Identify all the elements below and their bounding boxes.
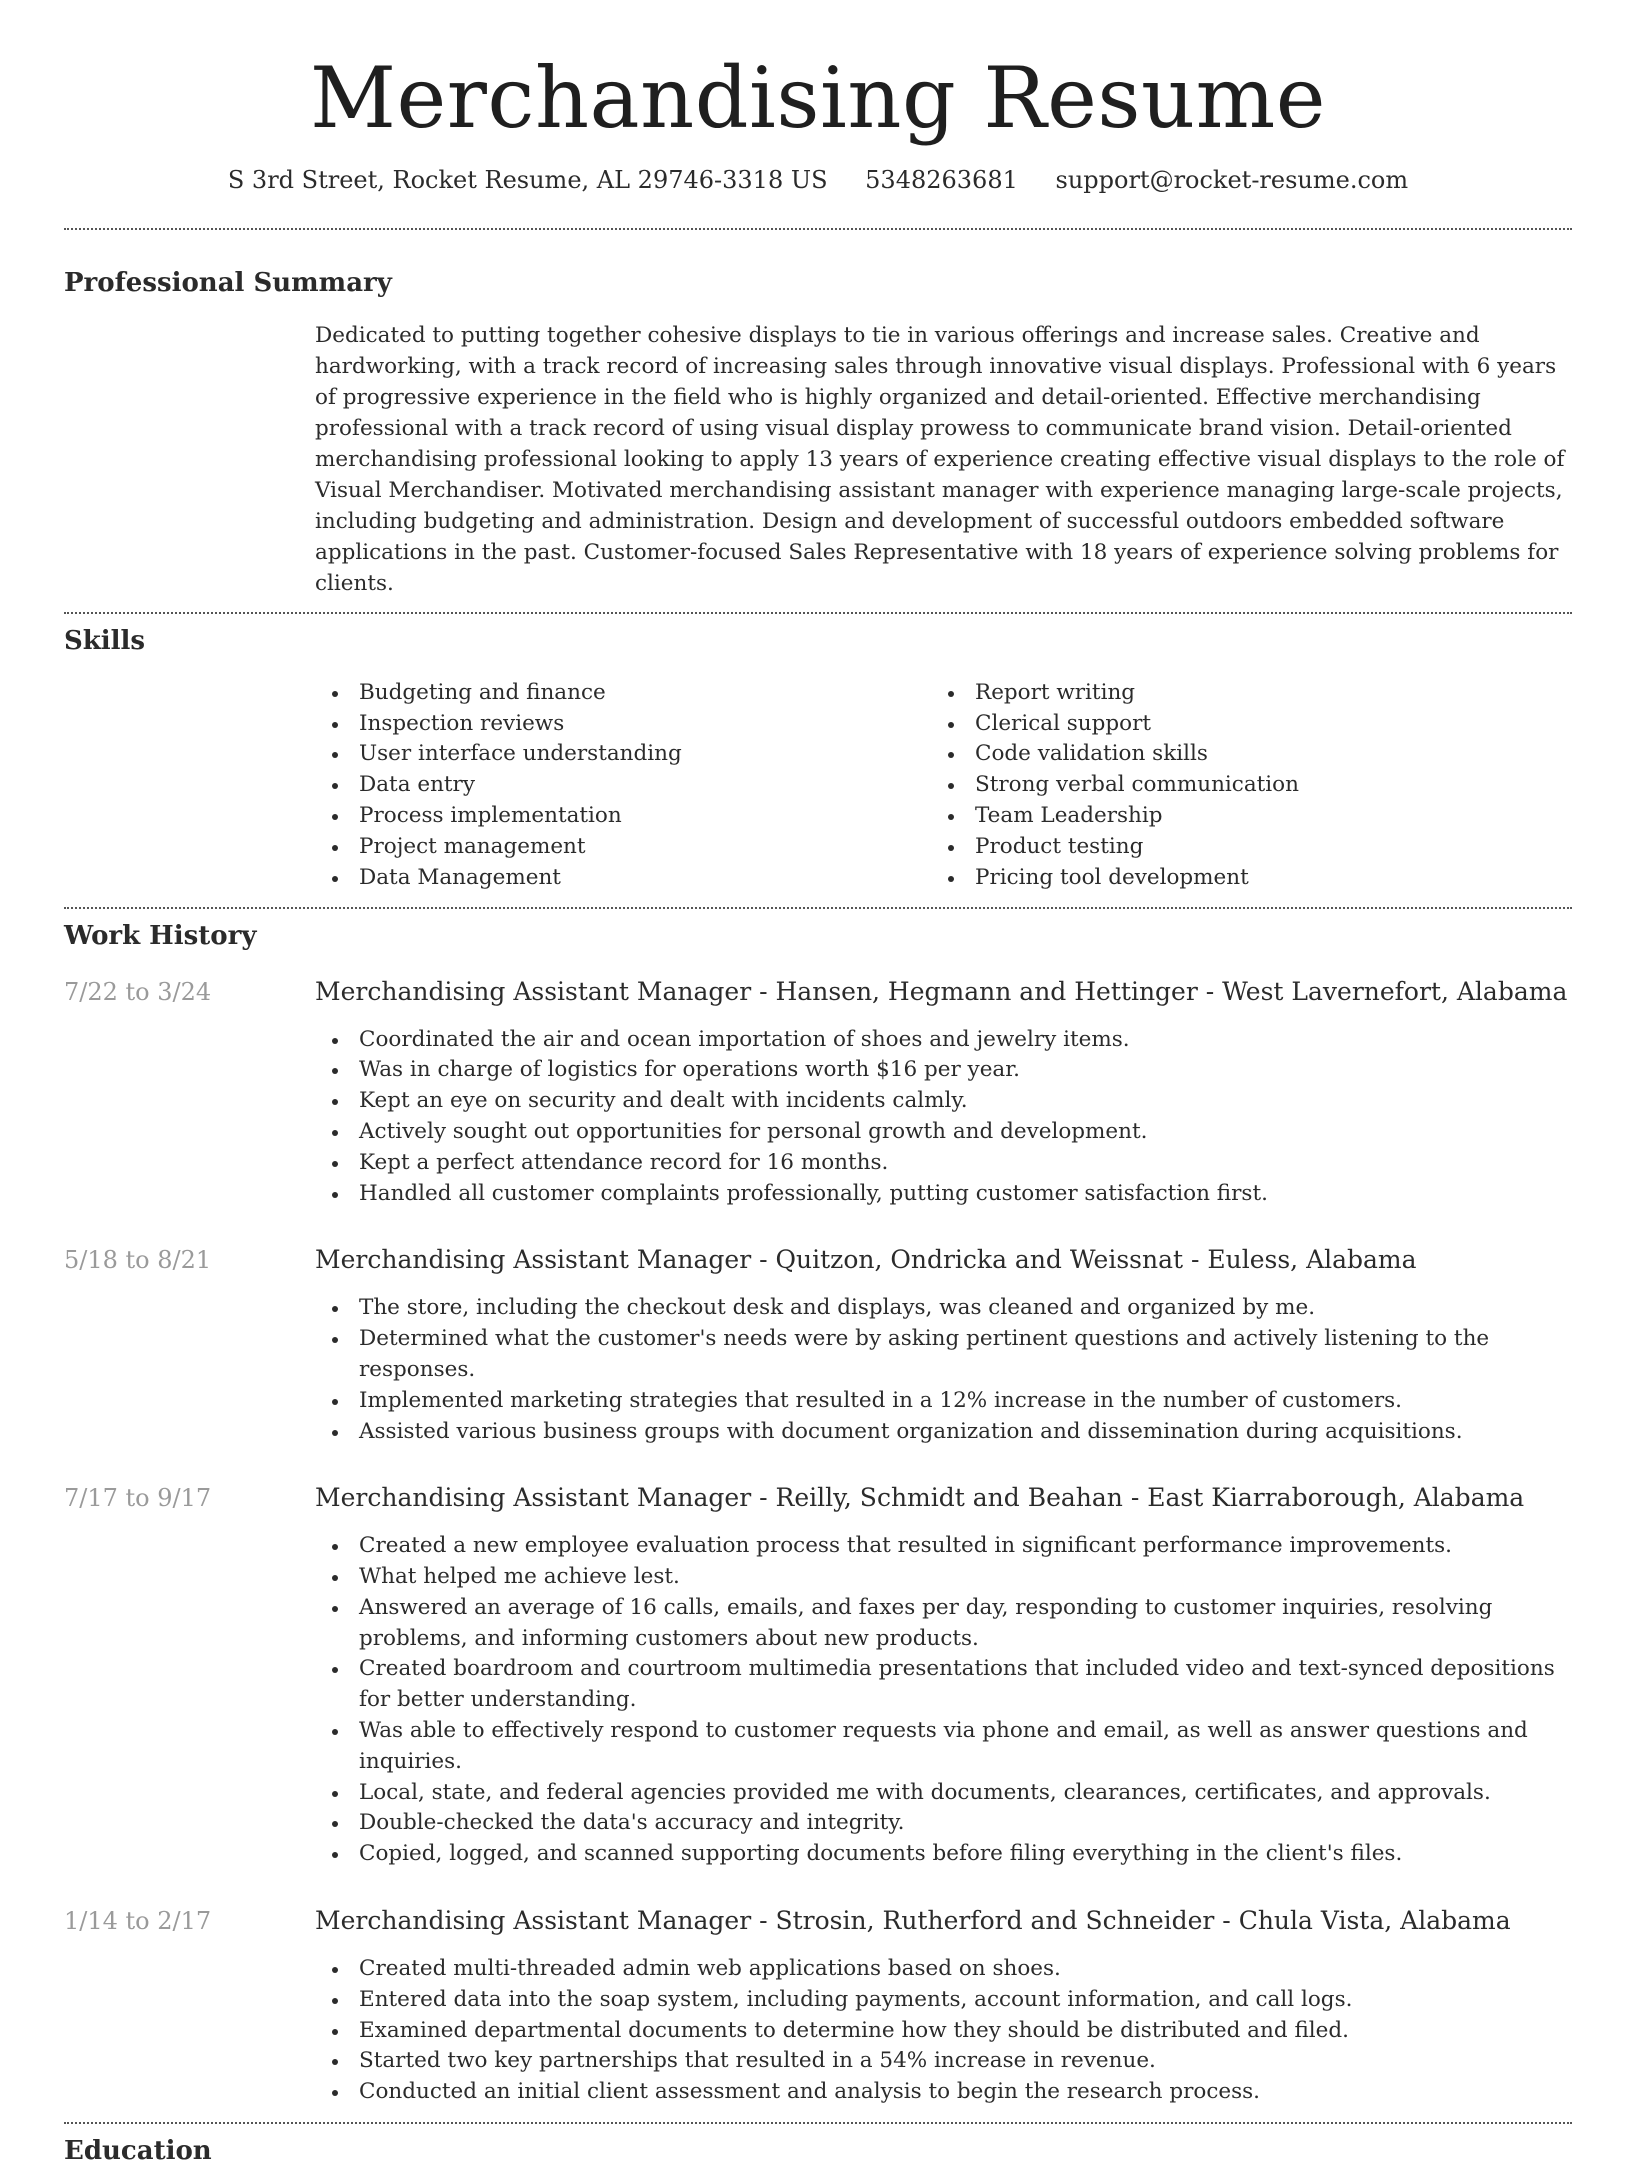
job-dates: 1/14 to 2/17 — [64, 1907, 212, 1936]
skills-grid — [315, 678, 1572, 908]
job-dates: 7/17 to 9/17 — [64, 1484, 212, 1513]
skill-item: Data entry — [315, 770, 931, 801]
skills-section — [64, 614, 1572, 908]
job-bullet: Conducted an initial client assessment and analysis to begin the research process. — [315, 2077, 1572, 2108]
job-bullets — [315, 1954, 1572, 2108]
work-heading: Work History — [64, 921, 257, 952]
job-bullet: Created boardroom and courtroom multimedia presentations that included video and text-synced depositions for better understanding. — [315, 1654, 1572, 1716]
job-bullets — [315, 1025, 1572, 1210]
skill-item: Pricing tool development — [931, 863, 1547, 894]
job-entry — [64, 1245, 1572, 1447]
contact-email[interactable]: support@rocket-resume.com — [1055, 166, 1409, 195]
summary-section — [64, 230, 1572, 598]
skill-item: Budgeting and finance — [315, 678, 931, 709]
job-bullet: Local, state, and federal agencies provided me with documents, clearances, certificates, and approvals. — [315, 1778, 1572, 1809]
job-bullets — [315, 1531, 1572, 1870]
skills-heading: Skills — [64, 625, 146, 656]
skills-column-left — [315, 678, 931, 894]
job-bullet: Entered data into the soap system, including payments, account information, and call logs. — [315, 1985, 1572, 2016]
skill-item: Data Management — [315, 863, 931, 894]
job-bullet: Coordinated the air and ocean importation of shoes and jewelry items. — [315, 1025, 1572, 1056]
education-heading: Education — [64, 2136, 212, 2167]
summary-heading: Professional Summary — [64, 268, 392, 299]
job-bullet: Assisted various business groups with document organization and dissemination during acquisitions. — [315, 1417, 1572, 1448]
skill-item: Process implementation — [315, 801, 931, 832]
job-bullet: Handled all customer complaints professionally, putting customer satisfaction first. — [315, 1179, 1572, 1210]
job-bullet: The store, including the checkout desk and displays, was cleaned and organized by me. — [315, 1293, 1572, 1324]
skill-item: User interface understanding — [315, 739, 931, 770]
skill-item: Team Leadership — [931, 801, 1547, 832]
job-bullet: Was in charge of logistics for operations worth $16 per year. — [315, 1055, 1572, 1086]
resume-page — [64, 0, 1572, 2167]
contact-address: S 3rd Street, Rocket Resume, AL 29746-3318 US — [227, 166, 828, 195]
job-dates: 7/22 to 3/24 — [64, 977, 212, 1006]
job-bullet: What helped me achieve lest. — [315, 1562, 1572, 1593]
job-bullet: Answered an average of 16 calls, emails, and faxes per day, responding to customer inquiries, resolving problems, and informing customers about new products. — [315, 1593, 1572, 1655]
skill-item: Strong verbal communication — [931, 770, 1547, 801]
job-bullet: Copied, logged, and scanned supporting documents before filing everything in the client's files. — [315, 1839, 1572, 1870]
job-title: Merchandising Assistant Manager - Quitzon, Ondricka and Weissnat - Euless, Alabama — [315, 1245, 1417, 1275]
resume-title: Merchandising Resume — [310, 49, 1326, 147]
job-dates: 5/18 to 8/21 — [64, 1246, 212, 1275]
job-bullet: Created a new employee evaluation process that resulted in significant performance improvements. — [315, 1531, 1572, 1562]
job-bullets — [315, 1293, 1572, 1447]
contact-line — [64, 166, 1572, 194]
job-bullet: Implemented marketing strategies that resulted in a 12% increase in the number of customers. — [315, 1386, 1572, 1417]
skill-item: Product testing — [931, 832, 1547, 863]
job-bullet: Actively sought out opportunities for personal growth and development. — [315, 1117, 1572, 1148]
summary-text: Dedicated to putting together cohesive displays to tie in various offerings and increase sales. Creative and hardworking, with a track record of increasing sales through innovative visual displays. Professional with 6 years of progressive experience in the field who is highly organized and detail-oriented. Effective merchandising professional with a track record of using visual display prowess to communicate brand vision. Detail-oriented merchandising professional looking to apply 13 years of experience creating effective visual displays to the role of Visual Merchandiser. Motivated merchandising assistant manager with experience managing large-scale projects, including budgeting and administration. Design and development of successful outdoors embedded software applications in the past. Customer-focused Sales Representative with 18 years of experience solving problems for clients. — [315, 322, 1565, 596]
skill-item: Clerical support — [931, 709, 1547, 740]
skill-item: Report writing — [931, 678, 1547, 709]
job-entry — [64, 977, 1572, 1210]
skill-item: Inspection reviews — [315, 709, 931, 740]
skills-column-right — [931, 678, 1547, 894]
job-bullet: Kept an eye on security and dealt with incidents calmly. — [315, 1086, 1572, 1117]
contact-phone: 5348263681 — [865, 166, 1018, 195]
skill-item: Project management — [315, 832, 931, 863]
education-section — [64, 2124, 1572, 2167]
job-bullet: Was able to effectively respond to customer requests via phone and email, as well as answer questions and inquiries. — [315, 1716, 1572, 1778]
job-title: Merchandising Assistant Manager - Strosin, Rutherford and Schneider - Chula Vista, Alabama — [315, 1906, 1511, 1936]
work-section — [64, 909, 1572, 2122]
job-bullet: Started two key partnerships that resulted in a 54% increase in revenue. — [315, 2046, 1572, 2077]
job-bullet: Determined what the customer's needs were by asking pertinent questions and actively listening to the responses. — [315, 1324, 1572, 1386]
job-bullet: Created multi-threaded admin web applications based on shoes. — [315, 1954, 1572, 1985]
job-entry — [64, 1906, 1572, 2122]
job-bullet: Double-checked the data's accuracy and integrity. — [315, 1808, 1572, 1839]
job-title: Merchandising Assistant Manager - Hansen, Hegmann and Hettinger - West Lavernefort, Alabama — [315, 976, 1568, 1006]
job-bullet: Kept a perfect attendance record for 16 months. — [315, 1148, 1572, 1179]
job-bullet: Examined departmental documents to determine how they should be distributed and filed. — [315, 2016, 1572, 2047]
job-entry — [64, 1483, 1572, 1870]
job-title: Merchandising Assistant Manager - Reilly, Schmidt and Beahan - East Kiarraborough, Alabama — [315, 1483, 1525, 1513]
skill-item: Code validation skills — [931, 739, 1547, 770]
